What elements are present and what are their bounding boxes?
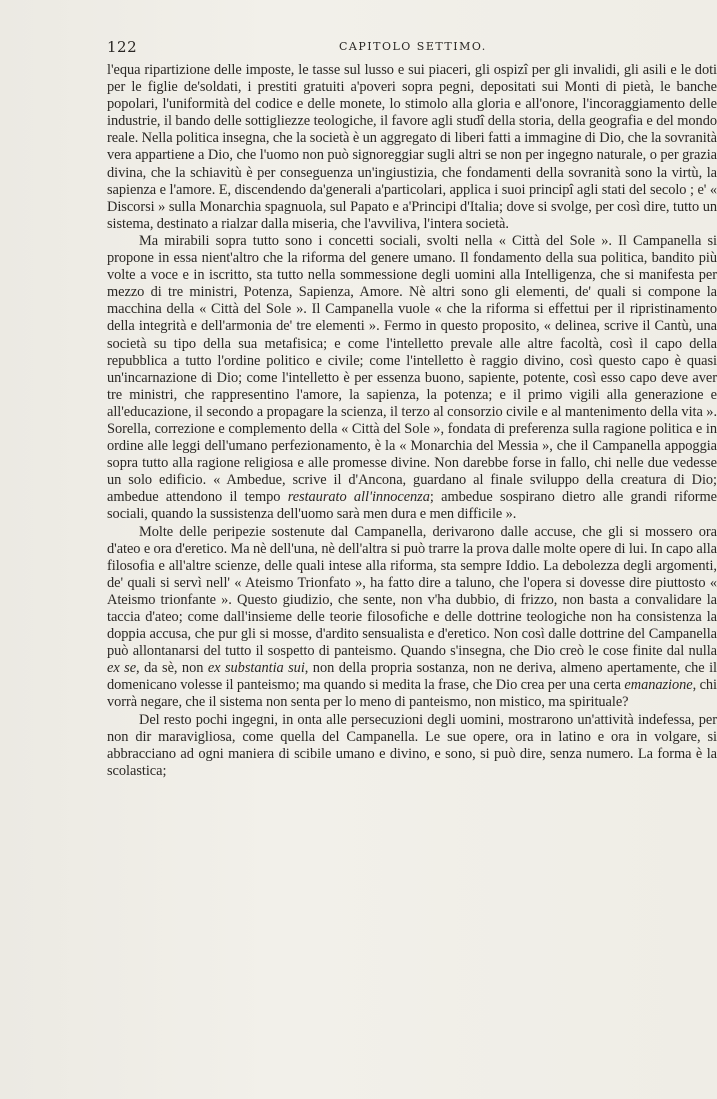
text-segment: , non della propria sostanza, non ne deriva, almeno apertamente, che il domenicano volesse il panteismo; ma quando si medita la frase, che Dio crea per una certa xyxy=(107,660,717,694)
text-segment: ; ambedue sospirano dietro alle grandi riforme sociali, quando la sussistenza dell'uomo sarà men dura e men difficile ». xyxy=(107,489,717,523)
paragraph-4 xyxy=(107,712,717,780)
text-segment: Ma mirabili sopra tutto sono i concetti sociali, svolti nella « Città del Sole ». Il Campanella si propone in essa nient'altro che la riforma del genere umano. Il fondamento della sua politica, bandito più volte a voce e in iscritto, sta tutto nella sommessione degli uomini alla Intelligenza, che si manifesta per mezzo di tre ministri, Potenza, Sapienza, Amore. Nè altri sono gli elementi, de' quali si compone la macchina della « Città del Sole ». Il Campanella vuole « che la riforma si effettui per il ripristinamento della integrità e dell'armonia de' tre elementi ». Fermo in questo proposito, « delinea, scrive il Cantù, una società su tipo della sua metafisica; e come l'intelletto prevale alle altre facoltà, così il capo della repubblica a tutto l'ordine politico e civile; come l'intelletto è raggio divino, così questo capo è quasi un'incarnazione di Dio; come l'intelletto è per essenza buono, sapiente, potente, così esso capo deve aver tre ministri, che rappresentino l'amore, la sapienza, la potenza; e il primo vigili alla generazione e all'educazione, il secondo a propagare la scienza, il terzo al consorzio civile e al mantenimento della vita ». Sorella, correzione e complemento della « Città del Sole », fondata di preferenza sulla ragione politica e in ordine alle leggi dell'umano perfezionamento, è la « Monarchia del Messia », che il Campanella appoggia sopra tutto alla ragione religiosa e alle promesse divine. Non darebbe forse in fallo, chi nelle due vedesse un solo edificio. « Ambedue, scrive il d'Ancona, guardano al finale sviluppo della creatura di Dio; ambedue attendono il tempo xyxy=(107,232,717,506)
text-segment: , da sè, non xyxy=(136,660,208,677)
body-text xyxy=(107,62,717,1082)
paragraph-3 xyxy=(107,524,717,712)
running-head: CAPITOLO SETTIMO. xyxy=(339,40,487,53)
text-segment: , chi vorrà negare, che il sistema non senta per lo meno di panteismo, non mistico, ma spirituale? xyxy=(107,677,717,711)
italic-segment: restaurato all'innocenza xyxy=(287,489,430,506)
paragraph-2 xyxy=(107,233,717,524)
page-header xyxy=(107,38,700,56)
italic-segment: ex se xyxy=(107,660,137,677)
text-segment: Molte delle peripezie sostenute dal Campanella, derivarono dalle accuse, che gli si mossero ora d'ateo e ora d'eretico. Ma nè dell'una, nè dell'altra si può trarre la prova dalle molte opere di lui. In capo alla filosofia e all'altre scienze, delle quali intese alla riforma, sta sempre Iddio. La debolezza degli argomenti, de' quali si servì nell' « Ateismo Trionfato », ha fatto dire a taluno, che l'opera si dovesse dire piuttosto « Ateismo trionfante ». Questo giudizio, che sente, non v'ha dubbio, di frizzo, non basta a convalidare la taccia d'ateo; come dall'insieme delle teorie filosofiche e delle dottrine teologiche non ha consistenza la doppia accusa, che pur gli si mosse, d'ardito sensualista e d'eretico. Non così dalle dottrine del Campanella può allontanarsi del tutto il sospetto di panteismo. Quando s'insegna, che Dio creò le cose finite dal nulla xyxy=(107,523,717,660)
italic-segment: ex substantia sui xyxy=(207,660,305,677)
paragraph-1 xyxy=(107,62,717,233)
italic-segment: emanazione xyxy=(624,677,693,694)
page-number: 122 xyxy=(107,38,138,56)
text-segment: l'equa ripartizione delle imposte, le tasse sul lusso e sui piaceri, gli ospizî per gli invalidi, gli asili e le doti per le figlie de'soldati, i prestiti gratuiti a'poveri sopra pegni, depositati sui Monti di pietà, le banche popolari, l'uniformità del codice e delle monete, lo stimolo alla gloria e all'onore, l'incoraggiamento delle industrie, il bando delle sottigliezze teologiche, il favore agli studî della storia, della geografia e del mondo reale. Nella politica insegna, che la società è un aggregato di liberi fatti a immagine di Dio, che la sovranità vera appartiene a Dio, che l'uomo non può signoreggiar sugli altri se non per ingegno naturale, o per grazia divina, che la schiavitù è per conseguenza un'ingiustizia, che fondamenti della sovranità sono la virtù, la sapienza e l'amore. E, discendendo da'generali a'particolari, applica i suoi principî agli stati del secolo ; e' « Discorsi » sulla Monarchia spagnuola, sul Papato e a'Principi d'Italia; dove si svolge, per così dire, tutto un sistema, destinato a rialzar dalla miseria, che l'avviliva, l'intera società. xyxy=(107,62,717,232)
text-segment: Del resto pochi ingegni, in onta alle persecuzioni degli uomini, mostrarono un'attività indefessa, per non dir maravigliosa, come quella del Campanella. Le sue opere, ora in latino e ora in volgare, si abbracciano ad ogni maniera di scibile umano e divino, e sono, si può dire, senza numero. La forma è la scolastica; xyxy=(107,711,717,779)
